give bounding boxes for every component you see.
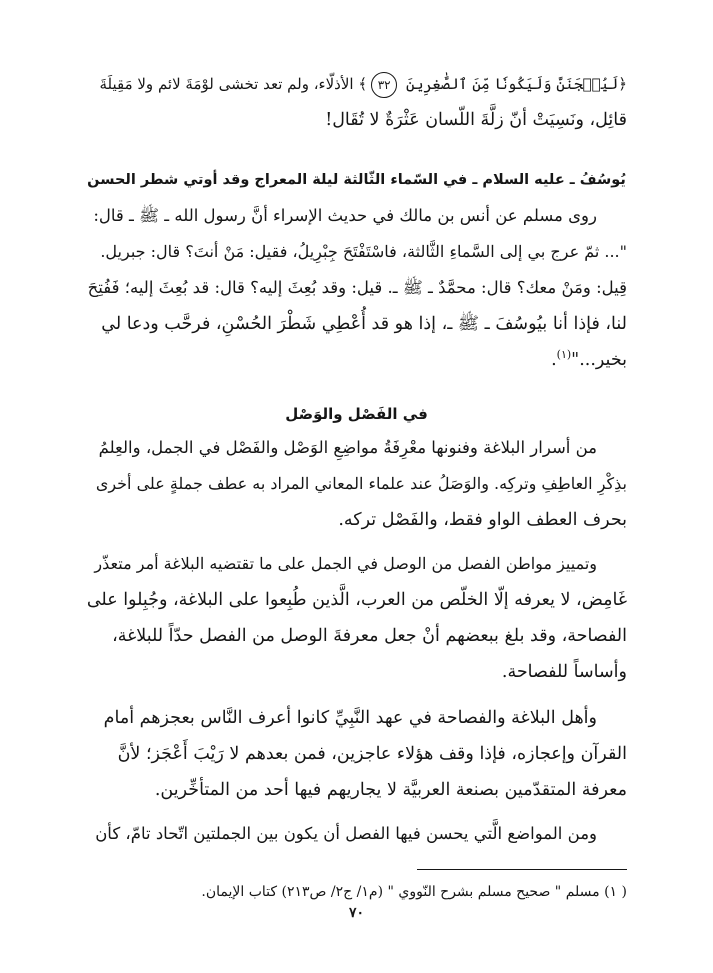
para3-line-2: القرآن وإعجازه، فإذا وقف هؤلاء عاجزين، فمن بعدهم لا رَيْبَ أَعْجَز؛ لأنَّ bbox=[117, 744, 627, 764]
para4-line-1: ومن المواضع الَّتي يحسن فيها الفصل أن يكون بين الجملتين اتّحاد تامّ، كأن bbox=[95, 824, 597, 843]
section2-paragraph-3 bbox=[86, 700, 627, 808]
section1-line-2: "... ثمّ عرج بي إلى السَّماءِ الثَّالثة، فاسْتَفْتَحَ جِبْرِيلُ، فقيل: مَنْ أنتَ؟ قال: جبريل. bbox=[100, 242, 627, 261]
para1-line-2: بذِكْرِ العاطِفِ وتركِه. والوَصَلُ عند علماء المعاني المراد به عطف جملةٍ على أخرى bbox=[95, 474, 627, 493]
section1-line-5-text: بخير..." bbox=[571, 350, 627, 370]
verse-close-bracket: ﴾ bbox=[358, 75, 368, 93]
quran-verse: لَيُسۡجَنَنَّ وَلَيَكُونٗا مِّنَ ٱلصَّٰغِرِينَ bbox=[405, 75, 619, 93]
intro-line-1-text: الأذلّاء، ولم تعد تخشى لوْمَةَ لائم ولا مَقِيلَةَ bbox=[99, 75, 354, 93]
para1-line-3: بحرف العطف الواو فقط، والفَصْل تركه. bbox=[338, 510, 627, 530]
intro-line-2: قائِل، ونَسِيَتْ أنّ زلَّةَ اللّسان عَثْرَةٌ لا تُقَال! bbox=[325, 110, 627, 130]
para1-line-1: من أسرار البلاغة وفنونها معْرِفَةُ مواضِعِ الوَصْل والفَصْل في الجمل، والعِلمُ bbox=[98, 438, 597, 457]
para2-line-2: غَامِض، لا يعرفه إلّا الخلّص من العرب، الَّذين طُبِعوا على البلاغة، وجُبِلوا على bbox=[86, 590, 627, 610]
section2-paragraph-2 bbox=[86, 546, 627, 690]
page-number: ٧٠ bbox=[348, 905, 365, 921]
footnote-text: ( ١) مسلم " صحيح مسلم بشرح النّووي " (م١/ ج٢/ ص٢١٣) كتاب الإيمان. bbox=[201, 884, 627, 900]
footnote-separator bbox=[417, 869, 627, 870]
para2-line-4: وأساساً للفصاحة. bbox=[501, 662, 627, 682]
para3-line-3: معرفة المتقدّمين بصنعة العربيَّة لا يجاريهم فيها أحد من المتأخِّرين. bbox=[154, 780, 627, 800]
intro-line-1 bbox=[86, 66, 627, 102]
intro-paragraph bbox=[86, 66, 627, 138]
verse-open-bracket: ﴿ bbox=[618, 75, 627, 93]
para3-line-1: وأهل البلاغة والفصاحة في عهد النَّبِيِّ كانوا أعرف النَّاس بعجزهم أمام bbox=[103, 708, 597, 728]
section1-line-4: لنا، فإذا أنا بيُوسُفَ ـ ﷺ ـ، إذا هو قد أُعْطِي شَطْرَ الحُسْنِ، فرحَّب ودعا لي bbox=[101, 314, 627, 334]
para2-line-1: وتمييز مواطن الفصل من الوصل في الجمل على ما تقتضيه البلاغة أمر متعذّر bbox=[94, 554, 597, 573]
para2-line-3: الفصاحة، وقد بلغ ببعضهم أنْ جعل معرفةَ الوصل من الفصل حدّاً للبلاغة، bbox=[112, 626, 627, 646]
footnote-marker: (١) bbox=[556, 348, 572, 362]
section-heading-fasl-wasl: في الفَصْل والوَصْل bbox=[285, 405, 428, 423]
section-heading-yusuf: يُوسُفُ ـ عليه السلام ـ في السّماء الثّالثة ليلة المعراج وقد أوتي شطر الحسن bbox=[87, 172, 626, 188]
section1-paragraph bbox=[86, 198, 627, 378]
section2-paragraph-1 bbox=[86, 430, 627, 538]
section1-line-1: روى مسلم عن أنس بن مالك في حديث الإسراء أنَّ رسول الله ـ ﷺ ـ قال: bbox=[93, 206, 597, 225]
ayah-number-mark: ٣٢ bbox=[371, 72, 397, 98]
section2-paragraph-4 bbox=[86, 816, 627, 852]
section1-line-5: بخير..."$^{(١)}$. bbox=[551, 348, 627, 370]
section1-line-3: قِيل: ومَنْ معك؟ قال: محمَّدٌ ـ ﷺ ـ. قيل: وقد بُعِثَ إليه؟ قال: قد بُعِثَ إليه؛ فَفُتِحَ bbox=[87, 278, 627, 297]
